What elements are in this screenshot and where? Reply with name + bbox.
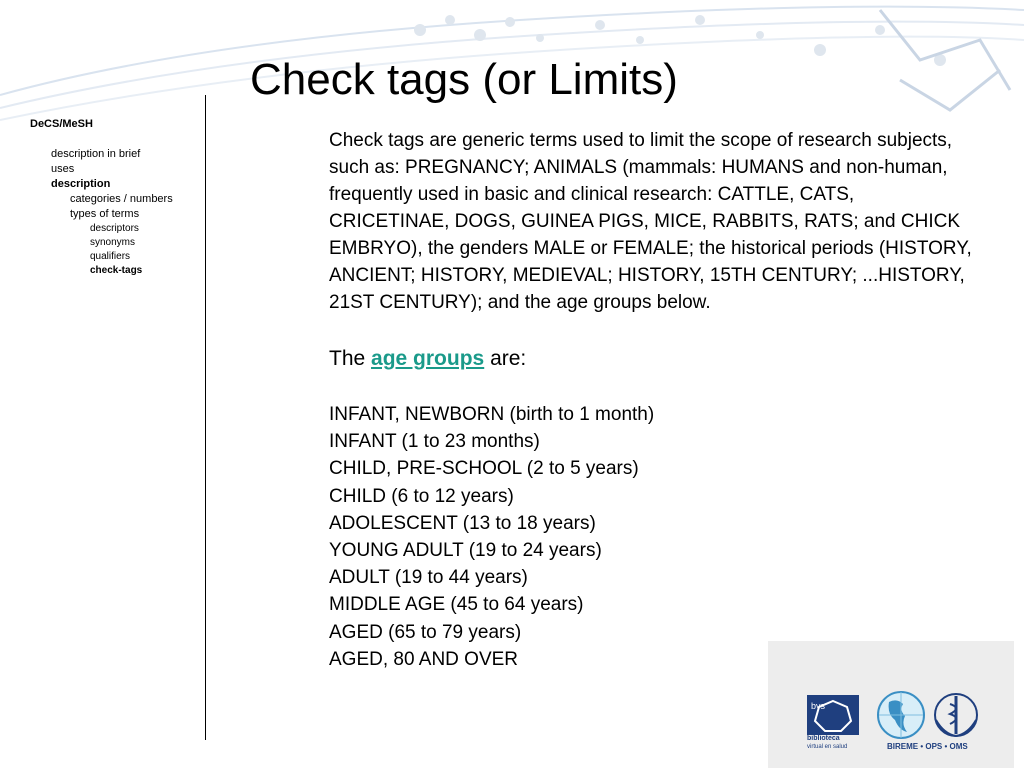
sidebar-item-description-in-brief[interactable]: description in brief xyxy=(51,148,141,160)
list-item: INFANT, NEWBORN (birth to 1 month) xyxy=(329,404,655,425)
list-item: ADOLESCENT (13 to 18 years) xyxy=(329,512,596,534)
sidebar-item-categories-numbers[interactable]: categories / numbers xyxy=(70,193,173,205)
bvs-logo-text xyxy=(807,735,867,751)
sidebar-item-check-tags[interactable]: check-tags xyxy=(90,265,143,276)
page-title: Check tags (or Limits) xyxy=(250,55,678,104)
globe-americas-icon xyxy=(875,690,927,740)
list-item: AGED, 80 AND OVER xyxy=(329,648,519,670)
age-groups-link[interactable]: age groups xyxy=(371,347,485,370)
sidebar-heading: DeCS/MeSH xyxy=(30,118,93,130)
who-emblem-icon xyxy=(930,690,982,740)
age-groups-list xyxy=(329,401,979,673)
bvs-sub: virtual en salud xyxy=(807,744,848,750)
list-item: INFANT (1 to 23 months) xyxy=(329,431,540,453)
main-content xyxy=(329,127,979,673)
bvs-name: biblioteca xyxy=(807,735,840,742)
list-item: YOUNG ADULT (19 to 24 years) xyxy=(329,540,602,562)
bvs-logo-icon xyxy=(807,695,859,735)
sidebar-item-uses[interactable]: uses xyxy=(51,163,75,175)
list-item: ADULT (19 to 44 years) xyxy=(329,567,528,589)
age-intro-prefix: The xyxy=(329,347,366,370)
sidebar-item-description[interactable]: description xyxy=(51,178,111,190)
sidebar-nav xyxy=(30,117,173,278)
list-item: AGED (65 to 79 years) xyxy=(329,621,522,643)
age-groups-intro xyxy=(329,345,979,373)
list-item: CHILD (6 to 12 years) xyxy=(329,485,514,507)
sidebar-item-descriptors[interactable]: descriptors xyxy=(90,223,139,234)
sidebar-item-qualifiers[interactable]: qualifiers xyxy=(90,251,131,262)
sidebar-item-synonyms[interactable]: synonyms xyxy=(90,237,136,248)
bireme-ops-oms-text: BIREME • OPS • OMS xyxy=(887,742,968,751)
sidebar-item-types-of-terms[interactable]: types of terms xyxy=(70,208,140,220)
age-intro-suffix: are: xyxy=(490,347,527,370)
sidebar-divider xyxy=(205,95,206,740)
bvs-logo xyxy=(807,695,859,735)
list-item: MIDDLE AGE (45 to 64 years) xyxy=(329,594,584,616)
description-paragraph: Check tags are generic terms used to limit the scope of research subjects, such as: PREGNANCY; ANIMALS (mammals: HUMANS and non-human, frequently used in basic and clinical research: CATTLE, CATS, CRICETINAE, DOGS, GUINEA PIGS, MICE, RABBITS, RATS; and CHICK EMBRYO), the genders MALE or FEMALE; the historical periods (HISTORY, ANCIENT; HISTORY, MEDIEVAL; HISTORY, 15TH CENTURY; ...HISTORY, 21ST CENTURY); and the age groups below. xyxy=(329,130,972,313)
bvs-mark-text: bvs xyxy=(811,701,826,711)
list-item: CHILD, PRE-SCHOOL (2 to 5 years) xyxy=(329,458,639,480)
